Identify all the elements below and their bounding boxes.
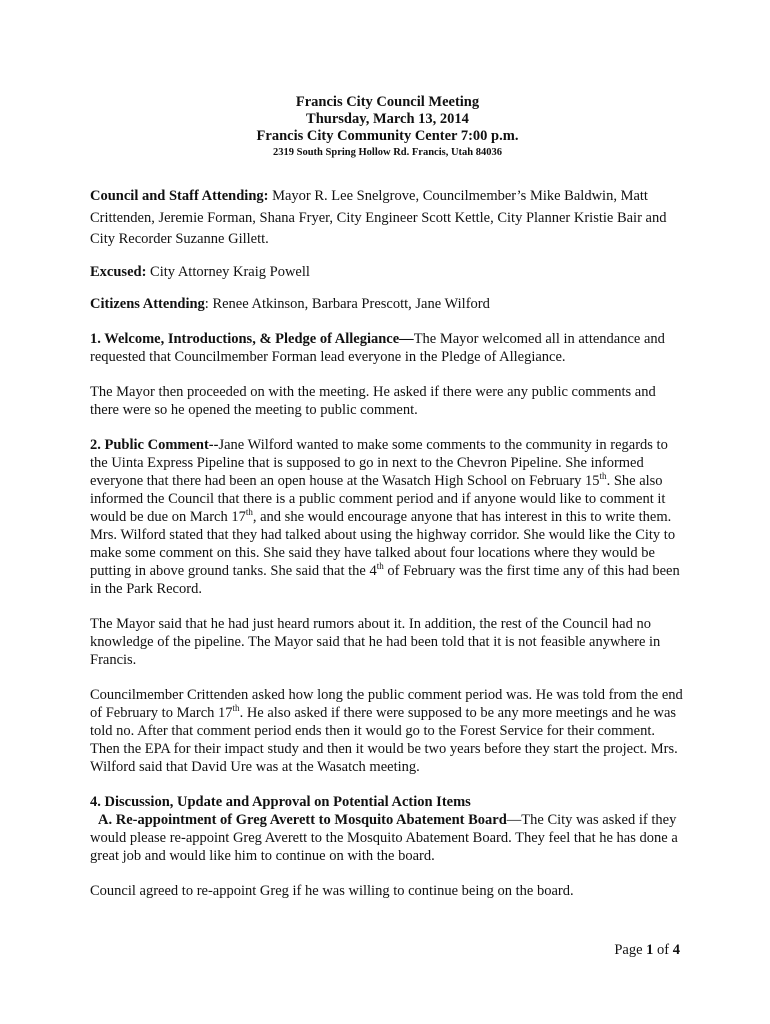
item4-heading-paragraph xyxy=(90,793,685,811)
excused-text: City Attorney Kraig Powell xyxy=(146,263,310,280)
crittenden-paragraph xyxy=(90,686,685,776)
item2-text-b: . She also informed the Council that there is a public comment period and if anyone would like to comment it would be due on March 17 xyxy=(90,472,666,525)
attending-text: Mayor R. Lee Snelgrove, Councilmember’s Mike Baldwin, Matt Crittenden, Jeremie Forman, Shana Fryer, City Engineer Scott Kettle, City Planner Kristie Bair and City Recorder Suzanne Gillett. xyxy=(90,188,667,247)
mayor-rumors-paragraph: The Mayor said that he had just heard rumors about it. In addition, the rest of the Council had no knowledge of the pipeline. The Mayor said that he had been told that it is not feasible anywhere in Francis. xyxy=(90,615,661,668)
attending-paragraph xyxy=(90,186,685,251)
item2-text-d: of February was the first time any of this had been in the Park Record. xyxy=(90,562,680,597)
item4a-text: —The City was asked if they would please re-appoint Greg Averett to the Mosquito Abatement Board. They feel that he has done a great job and would like him to continue on with the board. xyxy=(90,811,678,864)
excused-label: Excused: xyxy=(90,263,147,280)
item4a-heading: A. Re-appointment of Greg Averett to Mosquito Abatement Board xyxy=(98,811,507,828)
excused-paragraph xyxy=(90,262,685,284)
page-current: 1 xyxy=(646,942,654,958)
item2-sup-c: th xyxy=(376,560,384,571)
citizens-text: : Renee Atkinson, Barbara Prescott, Jane Wilford xyxy=(204,296,490,312)
attending-label: Council and Staff Attending: xyxy=(90,188,269,204)
item2-text-c: , and she would encourage anyone that has interest in this to write them. Mrs. Wilford stated that they had talked about using the highway corridor. She would like the City to make some comment on this. She said they have talked about four locations where they would be putting in above ground tanks. She said that the 4 xyxy=(90,508,676,579)
document-page xyxy=(90,94,685,900)
item4-heading: 4. Discussion, Update and Approval on Potential Action Items xyxy=(90,793,471,810)
item2-text-a: Jane Wilford wanted to make some comments to the community in regards to the Uinta Express Pipeline that is supposed to go in next to the Chevron Pipeline. She informed everyone that there had been an open house at the Wasatch High School on February 15 xyxy=(90,436,668,489)
mayor-proceeded-paragraph: The Mayor then proceeded on with the meeting. He asked if there were any public comments and there were so he opened the meeting to public comment. xyxy=(90,383,656,418)
meeting-title: Francis City Council Meeting xyxy=(295,94,480,110)
document-header xyxy=(90,94,685,161)
of-word: of xyxy=(653,942,673,958)
council-agreed-paragraph: Council agreed to re-appoint Greg if he was willing to continue being on the board. xyxy=(90,882,574,899)
item1-text: The Mayor welcomed all in attendance and requested that Councilmember Forman lead everyone in the Pledge of Allegiance. xyxy=(90,330,665,365)
item4a-paragraph xyxy=(90,811,685,865)
item2-paragraph xyxy=(90,436,685,598)
item1-heading: 1. Welcome, Introductions, & Pledge of Allegiance— xyxy=(90,330,414,347)
meeting-date: Thursday, March 13, 2014 xyxy=(306,111,469,127)
item2-sup-b: th xyxy=(245,506,253,517)
crittenden-text-a: Councilmember Crittenden asked how long the public comment period was. He was told from the end of February to March 17 xyxy=(90,686,683,721)
page-total: 4 xyxy=(672,942,680,958)
item1-paragraph xyxy=(90,330,685,366)
citizens-paragraph xyxy=(90,294,685,316)
crittenden-text-b: . He also asked if there were supposed to be any more meetings and he was told no. After that comment period ends then it would go to the Forest Service for their comment. Then the EPA for their impact study and then it would be two years before they start the project. Mrs. Wilford said that David Ure was at the Wasatch meeting. xyxy=(90,704,678,775)
meeting-location: Francis City Community Center 7:00 p.m. xyxy=(256,128,519,144)
meeting-address: 2319 South Spring Hollow Rd. Francis, Utah 84036 xyxy=(273,147,502,158)
item2-heading: 2. Public Comment-- xyxy=(90,436,219,453)
page-number-footer xyxy=(614,942,680,959)
citizens-label: Citizens Attending xyxy=(90,296,205,312)
crittenden-sup-a: th xyxy=(232,702,240,713)
item2-sup-a: th xyxy=(599,470,607,481)
page-word: Page xyxy=(614,942,647,958)
